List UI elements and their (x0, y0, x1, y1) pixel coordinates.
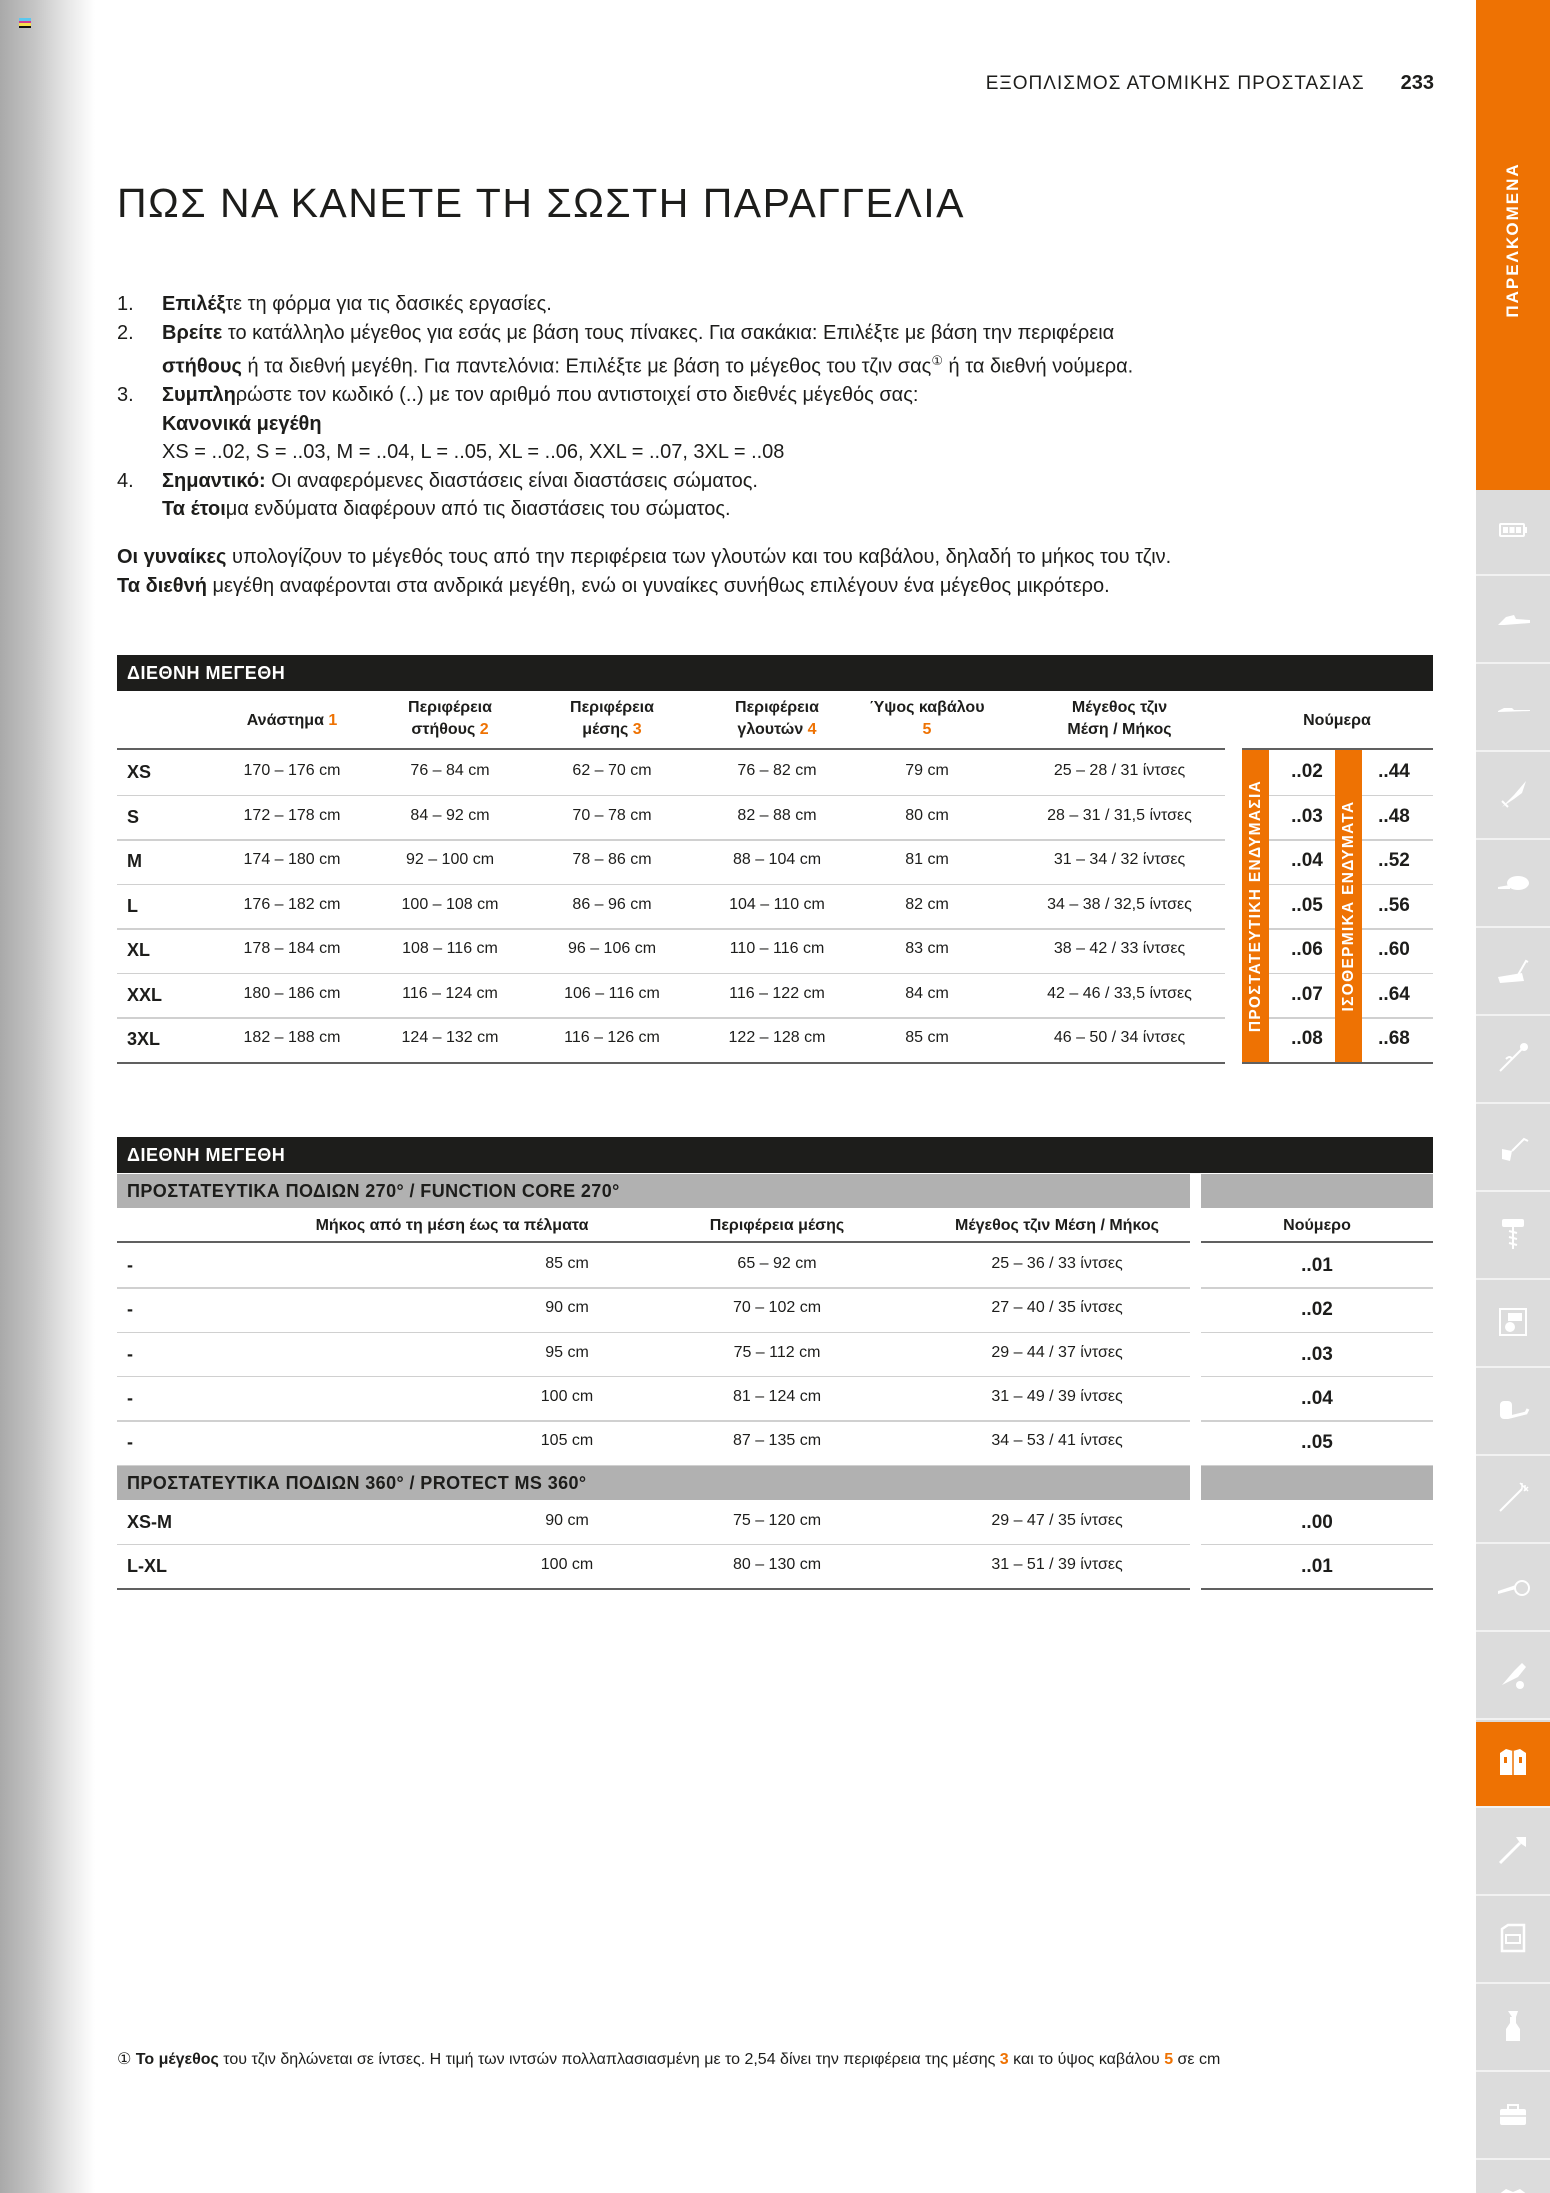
group1-title-bar: ΠΡΟΣΤΑΤΕΥΤΙΚΑ ΠΟΔΙΩΝ 270° / FUNCTION CORE 270° (117, 1174, 1190, 1208)
table2-cell-size: - (127, 1299, 133, 1320)
table1-code-thermal: ..56 (1378, 894, 1410, 916)
step-2: 2. Βρείτε το κατάλληλο μέγεθος για εσάς με βάση τους πίνακες. Για σακάκια: Επιλέξτε με βάση την περιφέρεια στήθους ή τα διεθνή μεγέθη. Για παντελόνια: Επιλέξτε με βάση το μέγεθος του τζιν σας① ή τα διεθνή νούμερα. (117, 321, 1134, 378)
table1-row-rule (117, 928, 1225, 930)
earth-auger-icon (1492, 1213, 1534, 1260)
sidebar-tab-cut-off-saw[interactable] (1476, 1634, 1550, 1720)
table1-cell-jeans: 25 – 28 / 31 ίντσες (1053, 762, 1186, 779)
table1-header-1: Περιφέρεια στήθους 2 (408, 699, 492, 738)
table2-cell-size: - (127, 1343, 133, 1364)
table2-title-bar: ΔΙΕΘΝΗ ΜΕΓΕΘΗ (117, 1137, 1433, 1173)
rake-icon (1492, 1477, 1534, 1524)
sidebar-tab-battery[interactable] (1476, 490, 1550, 576)
sidebar-nav (1476, 0, 1550, 2193)
sidebar-tab-pole-pruner[interactable] (1476, 666, 1550, 752)
leaf-blower-icon (1492, 861, 1534, 908)
table2-cell-length: 95 cm (545, 1343, 589, 1361)
table1-header-5: Μέγεθος τζιν Μέση / Μήκος (1067, 699, 1172, 738)
order-steps (117, 290, 1357, 524)
step-1: 1. Επιλέξτε τη φόρμα για τις δασικές εργασίες. (117, 293, 552, 315)
table2-header-1: Περιφέρεια μέσης (709, 1217, 845, 1234)
table2-row-rule (117, 1332, 1190, 1334)
table1-code-protective: ..05 (1291, 894, 1323, 916)
sidebar-tab-toolbox[interactable] (1476, 2074, 1550, 2160)
color-registration-mark (19, 18, 31, 29)
backpack-blower-icon (1492, 1389, 1534, 1436)
table2-cell-waist: 80 – 130 cm (732, 1555, 822, 1573)
table1-cell-inseam: 80 cm (905, 806, 949, 824)
table2-cell-jeans: 29 – 44 / 37 ίντσες (991, 1343, 1123, 1361)
sidebar-tab-jacket[interactable] (1476, 1722, 1550, 1808)
table1-cell-waist: 86 – 96 cm (572, 895, 652, 913)
table1-cell-inseam: 84 cm (905, 984, 949, 1002)
sidebar-tab-axe[interactable] (1476, 1810, 1550, 1896)
table2-cell-jeans: 27 – 40 / 35 ίντσες (991, 1299, 1123, 1317)
table2-cell-jeans: 31 – 49 / 39 ίντσες (991, 1387, 1123, 1405)
table1-cell-chest: 76 – 84 cm (410, 762, 490, 779)
cut-off-saw-icon (1492, 1653, 1534, 1700)
table1-cell-jeans: 31 – 34 / 32 ίντσες (1053, 851, 1186, 868)
table2-cell-code: ..03 (1301, 1343, 1333, 1365)
table1-cell-waist: 116 – 126 cm (564, 1029, 660, 1046)
table1-title-bar: ΔΙΕΘΝΗ ΜΕΓΕΘΗ (117, 655, 1433, 691)
table1-cell-size: S (127, 806, 140, 827)
table2-cell-length: 85 cm (545, 1255, 589, 1272)
lawnmower-icon (1492, 949, 1534, 996)
sidebar-tab-blower[interactable] (1476, 1546, 1550, 1632)
table2-cell-size: L-XL (127, 1555, 167, 1576)
table2-cell-code: ..05 (1301, 1432, 1333, 1454)
page-number: 233 (1400, 72, 1434, 94)
table2-header-0: Μήκος από τη μέση έως τα πέλματα (315, 1217, 589, 1234)
table1-cell-size: 3XL (127, 1029, 161, 1049)
table2-cell-jeans: 31 – 51 / 39 ίντσες (991, 1555, 1123, 1573)
table1-cell-size: XXL (127, 984, 163, 1005)
sidebar-tab-backpack-blower[interactable] (1476, 1370, 1550, 1456)
sidebar-tab-fuel-canister[interactable] (1476, 1898, 1550, 1984)
sidebar-tab-hedge-trimmer[interactable] (1476, 754, 1550, 840)
table1-cell-waist: 70 – 78 cm (572, 806, 652, 824)
table2-cell-code: ..01 (1301, 1555, 1333, 1577)
table1-cell-height: 176 – 182 cm (243, 895, 341, 913)
table1-cell-inseam: 81 cm (905, 851, 949, 868)
women-sizing-note: Οι γυναίκες υπολογίζουν το μέγεθός τους από την περιφέρεια των γλουτών και του καβάλου, δηλαδή το μήκος του τζιν. Τα διεθνή μεγέθη αναφέρονται στα ανδρικά μεγέθη, ενώ οι γυναίκες συνήθως επιλέγουν ένα μέγεθος μικρότερο. (117, 546, 1172, 597)
table2-cell-jeans: 25 – 36 / 33 ίντσες (991, 1255, 1123, 1272)
sidebar-tab-brushcutter[interactable] (1476, 1018, 1550, 1104)
table2-row-rule (117, 1420, 1190, 1422)
sidebar-tab-rake[interactable] (1476, 1458, 1550, 1544)
toolbox-icon (1492, 2093, 1534, 2140)
table1-cell-height: 174 – 180 cm (243, 851, 341, 868)
table2-row-rule (117, 1287, 1190, 1289)
table2-row-rule-codes (1201, 1287, 1433, 1289)
group2-title-bar: ΠΡΟΣΤΑΤΕΥΤΙΚΑ ΠΟΔΙΩΝ 360° / PROTECT MS 360° (117, 1466, 1190, 1500)
table1-code-thermal: ..64 (1378, 983, 1410, 1005)
table2-cell-code: ..01 (1301, 1255, 1333, 1276)
table1-row-rule (117, 1017, 1225, 1019)
generator-icon (1492, 1301, 1534, 1348)
table2-cell-size: XS-M (127, 1511, 172, 1532)
sidebar-tab-leaf-blower[interactable] (1476, 842, 1550, 928)
footnote-ref: ① (931, 353, 943, 368)
table2-cell-code: ..02 (1301, 1299, 1333, 1321)
sidebar-tab-generator[interactable] (1476, 1282, 1550, 1368)
table2-row-rule (117, 1376, 1190, 1378)
table2-cell-size: - (127, 1255, 133, 1275)
table1-cell-inseam: 82 cm (905, 895, 949, 913)
table2-row-rule-codes (1201, 1332, 1433, 1334)
table1-cell-hips: 76 – 82 cm (737, 762, 817, 779)
table1-row-rule (117, 839, 1225, 841)
table1-code-thermal: ..68 (1378, 1028, 1410, 1049)
table1-cell-hips: 110 – 116 cm (729, 940, 825, 957)
table1-cell-chest: 92 – 100 cm (405, 851, 495, 868)
table2-cell-code: ..04 (1301, 1387, 1333, 1409)
table2-row-rule-codes (1201, 1420, 1433, 1422)
table1-cell-waist: 96 – 106 cm (567, 940, 657, 957)
table1-cell-height: 170 – 176 cm (243, 762, 341, 779)
table1-row-rule (117, 973, 1225, 975)
table1-cell-height: 182 – 188 cm (243, 1029, 341, 1046)
sidebar-top-label: ΠΑΡΕΛΚΟΜΕΝΑ (1503, 162, 1522, 318)
sidebar-tab-spray-bottle[interactable] (1476, 1986, 1550, 2072)
table1-cell-jeans: 38 – 42 / 33 ίντσες (1053, 940, 1186, 957)
group2-title-bar-codes (1201, 1466, 1433, 1500)
page-title: ΠΩΣ ΝΑ ΚΑΝΕΤΕ ΤΗ ΣΩΣΤΗ ΠΑΡΑΓΓΕΛΙΑ (117, 180, 965, 226)
sidebar-tab-chainsaw[interactable] (1476, 578, 1550, 664)
hedge-trimmer-icon (1492, 773, 1534, 820)
table1-header-rule (117, 748, 1225, 750)
tiller-icon (1492, 1125, 1534, 1172)
table2-cell-jeans: 34 – 53 / 41 ίντσες (991, 1432, 1123, 1450)
table1-header-4: Ύψος καβάλου 5 (869, 699, 985, 738)
band-thermal-clothing: ΙΣΟΘΕΡΜΙΚΑ ΕΝΔΥΜΑΤΑ (1335, 750, 1362, 1062)
table1-code-thermal: ..48 (1378, 805, 1410, 827)
table1-cell-height: 178 – 184 cm (243, 940, 341, 957)
table2-row-rule-codes (1201, 1588, 1433, 1590)
table2-header-3: Νούμερο (1283, 1217, 1351, 1234)
step-4: 4. Σημαντικό: Οι αναφερόμενες διαστάσεις είναι διαστάσεις σώματος. Τα έτοιμα ενδύματα διαφέρουν από τις διαστάσεις του σώματος. (117, 469, 758, 521)
tshirt-icon (1492, 2181, 1534, 2193)
table1-row-rule (117, 884, 1225, 886)
blower-icon (1492, 1565, 1534, 1612)
table1-cell-height: 180 – 186 cm (243, 984, 341, 1002)
table2-cell-length: 90 cm (545, 1299, 589, 1317)
step-3: 3. Συμπληρώστε τον κωδικό (..) με τον αριθμό που αντιστοιχεί στο διεθνές μέγεθός σας: Κανονικά μεγέθη XS = ..02, S = ..03, M = ..04, L = ..05, XL = ..06, XXL = ..07, 3XL = ..08 (117, 384, 919, 464)
table1-row-rule-codes (1242, 1062, 1433, 1064)
sidebar-tab-tshirt[interactable] (1476, 2162, 1550, 2193)
sidebar-tab-accessories[interactable] (1476, 0, 1550, 490)
group1-title-bar-codes (1201, 1174, 1433, 1208)
table1-cell-hips: 122 – 128 cm (728, 1029, 826, 1046)
table2-header-2: Μέγεθος τζιν Μέση / Μήκος (955, 1217, 1159, 1234)
table2-cell-length: 90 cm (545, 1511, 589, 1529)
table2-cell-size: - (127, 1387, 133, 1408)
table1-cell-chest: 124 – 132 cm (401, 1029, 499, 1046)
table2-cell-waist: 75 – 120 cm (732, 1511, 822, 1529)
table2-cell-waist: 75 – 112 cm (733, 1343, 821, 1361)
table1-cell-jeans: 46 – 50 / 34 ίντσες (1053, 1029, 1186, 1046)
sidebar-tab-lawnmower[interactable] (1476, 930, 1550, 1016)
table1-header-0: Ανάστημα 1 (246, 712, 338, 729)
table2-cell-code: ..00 (1301, 1511, 1333, 1533)
table1-code-protective: ..07 (1291, 983, 1323, 1005)
table1-cell-hips: 116 – 122 cm (729, 984, 825, 1002)
table1-code-protective: ..04 (1291, 850, 1323, 871)
table2-cell-length: 100 cm (540, 1555, 594, 1573)
table1-cell-hips: 88 – 104 cm (732, 851, 822, 868)
table1-cell-size: L (127, 895, 138, 916)
table1-code-thermal: ..52 (1378, 850, 1410, 871)
table1-cell-chest: 116 – 124 cm (402, 984, 498, 1002)
table2-cell-jeans: 29 – 47 / 35 ίντσες (991, 1511, 1123, 1529)
table1-cell-size: M (127, 851, 142, 871)
table2-row-rule (117, 1544, 1190, 1546)
table1-row-rule (117, 795, 1225, 797)
table1-cell-chest: 108 – 116 cm (402, 940, 498, 957)
sidebar-tab-earth-auger[interactable] (1476, 1194, 1550, 1280)
brushcutter-icon (1492, 1037, 1534, 1084)
table2-cell-waist: 70 – 102 cm (732, 1299, 822, 1317)
table2-row-rule-codes (1201, 1544, 1433, 1546)
table2-header-rule (117, 1241, 1190, 1243)
table1-cell-waist: 62 – 70 cm (572, 762, 652, 779)
table1-header-2: Περιφέρεια μέσης 3 (570, 699, 654, 738)
table1-code-protective: ..02 (1291, 761, 1323, 782)
table2-header-rule-codes (1201, 1241, 1433, 1243)
table1-cell-hips: 82 – 88 cm (737, 806, 817, 824)
section-title: ΕΞΟΠΛΙΣΜΟΣ ΑΤΟΜΙΚΗΣ ΠΡΟΣΤΑΣΙΑΣ (985, 73, 1365, 94)
table1-cell-jeans: 34 – 38 / 32,5 ίντσες (1047, 895, 1192, 913)
page-binding-shadow (0, 0, 95, 2193)
table1-code-protective: ..06 (1291, 939, 1323, 960)
table2-cell-waist: 87 – 135 cm (732, 1432, 822, 1450)
table1-cell-chest: 100 – 108 cm (401, 895, 499, 913)
table1-cell-jeans: 28 – 31 / 31,5 ίντσες (1047, 806, 1192, 824)
table1-cell-jeans: 42 – 46 / 33,5 ίντσες (1047, 984, 1192, 1002)
table1-header-6: Νούμερα (1303, 712, 1371, 729)
table1-row-rule (117, 1062, 1225, 1064)
table2-cell-length: 105 cm (540, 1432, 594, 1450)
pole-pruner-icon (1492, 685, 1534, 732)
table1-cell-inseam: 85 cm (905, 1029, 949, 1046)
table1-code-thermal: ..60 (1378, 939, 1410, 960)
table1-cell-height: 172 – 178 cm (243, 806, 341, 824)
table1-cell-inseam: 79 cm (905, 762, 949, 779)
sidebar-tab-tiller[interactable] (1476, 1106, 1550, 1192)
table2-cell-size: - (127, 1432, 133, 1453)
fuel-canister-icon (1492, 1917, 1534, 1964)
table2-cell-length: 100 cm (540, 1387, 594, 1405)
table1-cell-chest: 84 – 92 cm (410, 806, 490, 824)
table1-cell-waist: 106 – 116 cm (564, 984, 660, 1002)
table2-cell-waist: 65 – 92 cm (737, 1255, 817, 1272)
running-head (986, 72, 1434, 95)
band-protective-clothing: ΠΡΟΣΤΑΤΕΥΤΙΚΗ ΕΝΔΥΜΑΣΙΑ (1242, 750, 1269, 1062)
table1-cell-inseam: 83 cm (905, 940, 949, 957)
table1-cell-waist: 78 – 86 cm (572, 851, 652, 868)
table1-cell-size: XL (127, 940, 151, 960)
table1-code-protective: ..03 (1291, 805, 1323, 827)
table2-row-rule-codes (1201, 1376, 1433, 1378)
table1-code-protective: ..08 (1291, 1028, 1323, 1049)
table1-code-thermal: ..44 (1378, 761, 1410, 782)
battery-icon (1492, 509, 1534, 556)
table2-row-rule (117, 1588, 1190, 1590)
axe-icon (1492, 1829, 1534, 1876)
table1-header-3: Περιφέρεια γλουτών 4 (735, 699, 819, 738)
footnote: ① Το μέγεθος του τζιν δηλώνεται σε ίντσες. Η τιμή των ιντσών πολλαπλασιασμένη με το 2,54 δίνει την περιφέρεια της μέσης 3 και το ύψος καβάλου 5 σε cm (117, 2051, 1221, 2068)
chainsaw-icon (1492, 597, 1534, 644)
jacket-icon (1492, 1741, 1534, 1788)
spray-bottle-icon (1492, 2005, 1534, 2052)
table1-cell-hips: 104 – 110 cm (729, 895, 825, 913)
table2-cell-waist: 81 – 124 cm (732, 1387, 822, 1405)
table1-cell-size: XS (127, 762, 152, 782)
